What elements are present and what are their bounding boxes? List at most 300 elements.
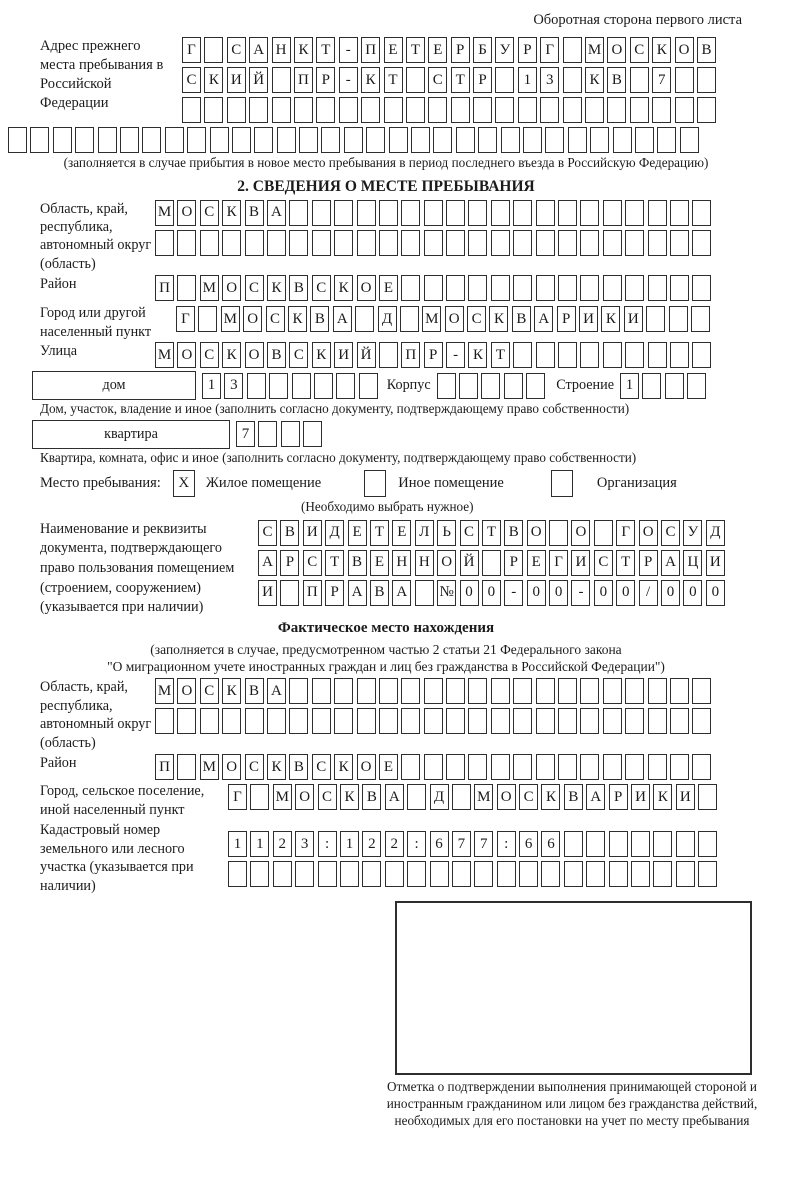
char-box[interactable]: 7 (652, 67, 671, 93)
char-box[interactable]: О (675, 37, 694, 63)
char-box[interactable] (312, 230, 331, 256)
char-box[interactable] (424, 200, 443, 226)
char-box[interactable]: Г (182, 37, 201, 63)
char-box[interactable] (254, 127, 273, 153)
char-box[interactable] (580, 754, 599, 780)
char-box[interactable] (247, 373, 266, 399)
char-box[interactable]: С (661, 520, 680, 546)
char-box[interactable]: С (266, 306, 285, 332)
char-box[interactable] (648, 200, 667, 226)
char-box[interactable] (245, 708, 264, 734)
char-box[interactable]: О (497, 784, 516, 810)
char-box[interactable] (8, 127, 27, 153)
char-box[interactable]: П (294, 67, 313, 93)
char-box[interactable] (635, 127, 654, 153)
char-box[interactable]: 0 (594, 580, 613, 606)
char-box[interactable]: В (504, 520, 523, 546)
char-box[interactable]: Е (428, 37, 447, 63)
char-box[interactable] (401, 200, 420, 226)
char-box[interactable] (401, 275, 420, 301)
char-box[interactable] (411, 127, 430, 153)
char-box[interactable]: Т (451, 67, 470, 93)
char-box[interactable] (446, 708, 465, 734)
char-box[interactable] (401, 678, 420, 704)
char-box[interactable] (603, 230, 622, 256)
char-box[interactable]: Р (280, 550, 299, 576)
char-box[interactable] (613, 127, 632, 153)
char-box[interactable] (155, 230, 174, 256)
char-box[interactable] (558, 230, 577, 256)
char-box[interactable]: 2 (273, 831, 292, 857)
char-box[interactable] (312, 678, 331, 704)
char-box[interactable]: Г (549, 550, 568, 576)
char-box[interactable] (698, 831, 717, 857)
char-box[interactable]: Н (392, 550, 411, 576)
char-box[interactable]: 1 (340, 831, 359, 857)
char-box[interactable]: В (289, 275, 308, 301)
char-box[interactable]: С (312, 754, 331, 780)
char-box[interactable]: К (222, 342, 241, 368)
char-box[interactable]: А (534, 306, 553, 332)
char-box[interactable] (339, 97, 358, 123)
char-box[interactable] (433, 127, 452, 153)
char-box[interactable]: А (267, 678, 286, 704)
char-box[interactable] (585, 97, 604, 123)
char-box[interactable] (446, 754, 465, 780)
char-box[interactable] (545, 127, 564, 153)
char-box[interactable]: 0 (683, 580, 702, 606)
char-box[interactable] (513, 230, 532, 256)
char-box[interactable] (523, 127, 542, 153)
char-box[interactable] (389, 127, 408, 153)
char-box[interactable]: С (467, 306, 486, 332)
char-box[interactable] (504, 373, 523, 399)
char-box[interactable]: И (227, 67, 246, 93)
char-box[interactable]: Е (379, 754, 398, 780)
char-box[interactable]: Р (316, 67, 335, 93)
char-box[interactable]: О (222, 754, 241, 780)
char-box[interactable]: В (607, 67, 626, 93)
char-box[interactable] (625, 200, 644, 226)
char-box[interactable]: 0 (482, 580, 501, 606)
char-box[interactable] (625, 342, 644, 368)
char-box[interactable] (295, 861, 314, 887)
char-box[interactable] (580, 708, 599, 734)
char-box[interactable] (289, 708, 308, 734)
char-box[interactable]: Д (430, 784, 449, 810)
char-box[interactable]: О (243, 306, 262, 332)
char-box[interactable]: 0 (616, 580, 635, 606)
char-box[interactable] (536, 275, 555, 301)
char-box[interactable]: 6 (430, 831, 449, 857)
char-box[interactable] (451, 97, 470, 123)
char-box[interactable] (294, 97, 313, 123)
char-box[interactable] (665, 373, 684, 399)
char-box[interactable]: К (340, 784, 359, 810)
char-box[interactable]: Р (504, 550, 523, 576)
char-box[interactable] (670, 754, 689, 780)
char-box[interactable] (609, 831, 628, 857)
char-box[interactable] (625, 708, 644, 734)
char-box[interactable]: В (512, 306, 531, 332)
char-box[interactable] (424, 754, 443, 780)
char-box[interactable] (222, 230, 241, 256)
char-box[interactable] (558, 754, 577, 780)
char-box[interactable]: Е (348, 520, 367, 546)
char-box[interactable]: С (460, 520, 479, 546)
char-box[interactable]: Г (540, 37, 559, 63)
char-box[interactable]: С (227, 37, 246, 63)
char-box[interactable]: П (155, 754, 174, 780)
char-box[interactable]: К (541, 784, 560, 810)
char-box[interactable] (631, 861, 650, 887)
char-box[interactable] (563, 97, 582, 123)
char-box[interactable]: О (607, 37, 626, 63)
char-box[interactable]: Р (325, 580, 344, 606)
char-box[interactable]: В (267, 342, 286, 368)
char-box[interactable]: 1 (228, 831, 247, 857)
char-box[interactable]: С (200, 678, 219, 704)
char-box[interactable] (513, 275, 532, 301)
char-box[interactable]: 7 (236, 421, 255, 447)
char-box[interactable]: Е (384, 37, 403, 63)
char-box[interactable]: Д (325, 520, 344, 546)
char-box[interactable] (648, 342, 667, 368)
char-box[interactable]: А (258, 550, 277, 576)
char-box[interactable]: О (357, 754, 376, 780)
char-box[interactable]: 6 (519, 831, 538, 857)
char-box[interactable] (670, 708, 689, 734)
char-box[interactable] (456, 127, 475, 153)
char-box[interactable] (75, 127, 94, 153)
char-box[interactable] (177, 754, 196, 780)
char-box[interactable]: М (474, 784, 493, 810)
char-box[interactable] (698, 784, 717, 810)
char-box[interactable]: О (177, 678, 196, 704)
char-box[interactable] (316, 97, 335, 123)
char-box[interactable]: : (497, 831, 516, 857)
char-box[interactable] (177, 230, 196, 256)
char-box[interactable]: С (258, 520, 277, 546)
char-box[interactable] (648, 678, 667, 704)
char-box[interactable]: В (370, 580, 389, 606)
char-box[interactable] (657, 127, 676, 153)
char-box[interactable] (182, 97, 201, 123)
char-box[interactable]: О (437, 550, 456, 576)
char-box[interactable] (200, 708, 219, 734)
char-box[interactable] (406, 97, 425, 123)
char-box[interactable] (401, 230, 420, 256)
char-box[interactable]: Н (415, 550, 434, 576)
char-box[interactable]: - (339, 37, 358, 63)
char-box[interactable] (415, 580, 434, 606)
char-box[interactable]: Т (325, 550, 344, 576)
char-box[interactable]: 1 (620, 373, 639, 399)
char-box[interactable] (491, 754, 510, 780)
char-box[interactable]: В (362, 784, 381, 810)
char-box[interactable]: О (445, 306, 464, 332)
char-box[interactable] (400, 306, 419, 332)
char-box[interactable] (379, 678, 398, 704)
char-box[interactable] (267, 708, 286, 734)
char-box[interactable]: И (334, 342, 353, 368)
char-box[interactable] (446, 200, 465, 226)
char-box[interactable]: 3 (295, 831, 314, 857)
char-box[interactable] (625, 754, 644, 780)
char-box[interactable] (563, 67, 582, 93)
char-box[interactable]: А (586, 784, 605, 810)
stay-type-checkbox-other[interactable] (364, 470, 386, 497)
char-box[interactable] (513, 678, 532, 704)
char-box[interactable] (536, 200, 555, 226)
char-box[interactable]: 7 (452, 831, 471, 857)
char-box[interactable]: Р (609, 784, 628, 810)
char-box[interactable]: 0 (549, 580, 568, 606)
char-box[interactable] (625, 678, 644, 704)
char-box[interactable] (318, 861, 337, 887)
char-box[interactable] (513, 342, 532, 368)
char-box[interactable] (648, 754, 667, 780)
char-box[interactable] (424, 230, 443, 256)
char-box[interactable] (687, 373, 706, 399)
char-box[interactable]: К (653, 784, 672, 810)
char-box[interactable] (468, 678, 487, 704)
char-box[interactable]: Й (460, 550, 479, 576)
char-box[interactable] (692, 230, 711, 256)
char-box[interactable] (357, 200, 376, 226)
char-box[interactable]: С (312, 275, 331, 301)
char-box[interactable]: : (318, 831, 337, 857)
char-box[interactable]: - (571, 580, 590, 606)
char-box[interactable] (155, 708, 174, 734)
char-box[interactable]: 7 (474, 831, 493, 857)
char-box[interactable]: Р (451, 37, 470, 63)
char-box[interactable] (669, 306, 688, 332)
char-box[interactable] (564, 861, 583, 887)
char-box[interactable]: Г (228, 784, 247, 810)
char-box[interactable] (468, 200, 487, 226)
char-box[interactable] (580, 200, 599, 226)
char-box[interactable]: П (401, 342, 420, 368)
char-box[interactable]: М (200, 275, 219, 301)
char-box[interactable] (692, 342, 711, 368)
char-box[interactable] (437, 373, 456, 399)
char-box[interactable] (401, 754, 420, 780)
char-box[interactable] (280, 580, 299, 606)
char-box[interactable] (652, 97, 671, 123)
char-box[interactable] (187, 127, 206, 153)
char-box[interactable] (292, 373, 311, 399)
char-box[interactable]: 2 (385, 831, 404, 857)
char-box[interactable] (452, 784, 471, 810)
char-box[interactable] (580, 230, 599, 256)
char-box[interactable] (362, 861, 381, 887)
char-box[interactable]: О (571, 520, 590, 546)
char-box[interactable] (277, 127, 296, 153)
char-box[interactable] (289, 678, 308, 704)
char-box[interactable]: 2 (362, 831, 381, 857)
char-box[interactable] (491, 275, 510, 301)
char-box[interactable] (648, 230, 667, 256)
char-box[interactable] (676, 861, 695, 887)
char-box[interactable]: К (204, 67, 223, 93)
char-box[interactable]: И (624, 306, 643, 332)
char-box[interactable] (670, 678, 689, 704)
char-box[interactable] (379, 342, 398, 368)
char-box[interactable]: / (639, 580, 658, 606)
char-box[interactable] (120, 127, 139, 153)
char-box[interactable]: Е (370, 550, 389, 576)
char-box[interactable] (232, 127, 251, 153)
char-box[interactable]: К (294, 37, 313, 63)
char-box[interactable]: О (177, 342, 196, 368)
char-box[interactable] (267, 230, 286, 256)
char-box[interactable] (646, 306, 665, 332)
char-box[interactable] (334, 230, 353, 256)
char-box[interactable]: Т (616, 550, 635, 576)
char-box[interactable] (680, 127, 699, 153)
char-box[interactable] (204, 37, 223, 63)
char-box[interactable] (580, 678, 599, 704)
char-box[interactable]: В (280, 520, 299, 546)
char-box[interactable]: Т (370, 520, 389, 546)
char-box[interactable]: С (303, 550, 322, 576)
char-box[interactable]: И (706, 550, 725, 576)
char-box[interactable] (603, 708, 622, 734)
char-box[interactable]: А (249, 37, 268, 63)
char-box[interactable]: К (334, 275, 353, 301)
char-box[interactable]: Р (557, 306, 576, 332)
char-box[interactable] (357, 678, 376, 704)
char-box[interactable] (692, 678, 711, 704)
char-box[interactable]: А (392, 580, 411, 606)
char-box[interactable]: С (200, 200, 219, 226)
char-box[interactable]: К (222, 678, 241, 704)
char-box[interactable] (222, 708, 241, 734)
char-box[interactable] (536, 342, 555, 368)
char-box[interactable]: Т (384, 67, 403, 93)
char-box[interactable] (563, 37, 582, 63)
char-box[interactable]: М (273, 784, 292, 810)
char-box[interactable] (491, 230, 510, 256)
char-box[interactable]: С (519, 784, 538, 810)
char-box[interactable]: У (495, 37, 514, 63)
char-box[interactable] (272, 67, 291, 93)
char-box[interactable]: Р (473, 67, 492, 93)
char-box[interactable]: А (385, 784, 404, 810)
char-box[interactable]: В (289, 754, 308, 780)
char-box[interactable]: К (489, 306, 508, 332)
char-box[interactable] (648, 708, 667, 734)
char-box[interactable] (312, 708, 331, 734)
char-box[interactable] (630, 97, 649, 123)
char-box[interactable]: : (407, 831, 426, 857)
char-box[interactable] (250, 861, 269, 887)
char-box[interactable]: И (303, 520, 322, 546)
char-box[interactable] (299, 127, 318, 153)
char-box[interactable]: И (676, 784, 695, 810)
char-box[interactable] (273, 861, 292, 887)
char-box[interactable]: О (639, 520, 658, 546)
char-box[interactable] (607, 97, 626, 123)
char-box[interactable]: К (468, 342, 487, 368)
char-box[interactable] (357, 708, 376, 734)
char-box[interactable]: К (361, 67, 380, 93)
char-box[interactable] (474, 861, 493, 887)
char-box[interactable] (53, 127, 72, 153)
char-box[interactable] (586, 831, 605, 857)
char-box[interactable] (227, 97, 246, 123)
char-box[interactable] (519, 861, 538, 887)
char-box[interactable]: С (245, 754, 264, 780)
char-box[interactable] (541, 861, 560, 887)
char-box[interactable]: Л (415, 520, 434, 546)
stay-type-checkbox-residential[interactable]: X (173, 470, 195, 497)
char-box[interactable]: К (601, 306, 620, 332)
char-box[interactable]: Б (473, 37, 492, 63)
char-box[interactable] (536, 708, 555, 734)
char-box[interactable]: - (446, 342, 465, 368)
char-box[interactable] (580, 275, 599, 301)
char-box[interactable]: М (155, 678, 174, 704)
char-box[interactable] (558, 200, 577, 226)
char-box[interactable] (603, 678, 622, 704)
char-box[interactable] (631, 831, 650, 857)
char-box[interactable]: К (652, 37, 671, 63)
char-box[interactable] (452, 861, 471, 887)
char-box[interactable]: С (200, 342, 219, 368)
char-box[interactable]: М (585, 37, 604, 63)
char-box[interactable]: Ц (683, 550, 702, 576)
char-box[interactable] (697, 97, 716, 123)
char-box[interactable] (478, 127, 497, 153)
char-box[interactable] (648, 275, 667, 301)
char-box[interactable]: Т (316, 37, 335, 63)
char-box[interactable]: О (245, 342, 264, 368)
char-box[interactable] (540, 97, 559, 123)
char-box[interactable] (198, 306, 217, 332)
char-box[interactable]: Е (527, 550, 546, 576)
char-box[interactable] (228, 861, 247, 887)
char-box[interactable] (468, 754, 487, 780)
char-box[interactable]: К (267, 275, 286, 301)
char-box[interactable] (355, 306, 374, 332)
char-box[interactable]: М (200, 754, 219, 780)
char-box[interactable] (603, 754, 622, 780)
char-box[interactable] (536, 230, 555, 256)
char-box[interactable] (446, 230, 465, 256)
char-box[interactable]: О (357, 275, 376, 301)
char-box[interactable] (653, 861, 672, 887)
char-box[interactable] (303, 421, 322, 447)
char-box[interactable] (314, 373, 333, 399)
char-box[interactable] (670, 200, 689, 226)
char-box[interactable] (210, 127, 229, 153)
char-box[interactable] (272, 97, 291, 123)
char-box[interactable] (609, 861, 628, 887)
char-box[interactable]: И (258, 580, 277, 606)
char-box[interactable] (642, 373, 661, 399)
char-box[interactable] (379, 200, 398, 226)
char-box[interactable] (603, 342, 622, 368)
char-box[interactable] (379, 708, 398, 734)
char-box[interactable]: В (245, 200, 264, 226)
char-box[interactable] (361, 97, 380, 123)
char-box[interactable] (473, 97, 492, 123)
char-box[interactable]: К (312, 342, 331, 368)
char-box[interactable]: Т (491, 342, 510, 368)
char-box[interactable] (568, 127, 587, 153)
